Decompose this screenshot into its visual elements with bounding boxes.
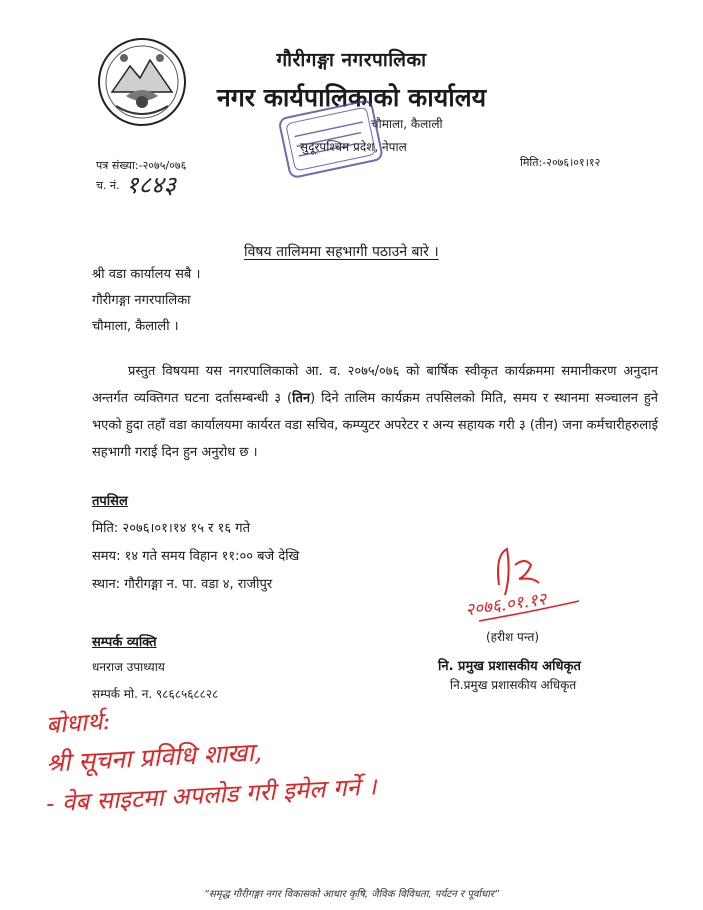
subject-line: विषय तालिममा सहभागी पठाउने बारे । [244,244,439,260]
office-stamp-icon [276,95,386,185]
handwritten-note-line-1: बोधार्थ: [45,706,112,740]
details-heading: तपसिल [92,494,128,509]
handwritten-note-line-3: - वेब साइटमा अपलोड गरी इमेल गर्ने । [45,772,378,818]
municipality-name: गौरीगङ्गा नगरपालिका [276,49,427,71]
contact-heading: सम्पर्क व्यक्ति [92,635,157,650]
recipient-line-3: चौमाला, कैलाली । [92,319,179,334]
contact-mobile: सम्पर्क मो. न. ९८६८५६८८२८ [92,687,219,701]
office-address-line1: चौमाला, कैलाली [371,117,443,131]
contact-name: धनराज उपाध्याय [92,660,165,674]
handwritten-note-line-2: श्री सूचना प्रविधि शाखा, [45,737,263,778]
details-time: समय: १४ गते समय विहान ११:०० बजे देखि [92,549,300,564]
signatory-title: नि. प्रमुख प्रशासकीय अधिकृत [438,659,581,674]
office-address-line2: सुदूरपश्चिम प्रदेश, नेपाल [300,140,407,154]
body-paragraph: प्रस्तुत विषयमा यस नगरपालिकाको आ. व. २०७५/०७६ को बार्षिक स्वीकृत कार्यक्रममा समानीकरण अनुदान अन्तर्गत व्यक्तिगत घटना दर्तासम्बन्धी ३ (तिन) दिने तालिम कार्यक्रम तपसिलको मिति, समय र स्थानमा सञ्चालन हुने भएको हुदा तहाँ वडा कार्यालयमा कार्यरत वडा सचिव, कम्प्युटर अपरेटर र अन्य सहायक गरी ३ (तीन) जना कर्मचारीहरुलाई सहभागी गराई दिन हुन अनुरोध छ । [92,364,658,460]
signatory-title-stamp: नि.प्रमुख प्रशासकीय अधिकृत [450,678,577,692]
details-place: स्थान: गौरीगङ्गा न. पा. वडा ४, राजीपुर [92,577,273,592]
signature-icon [455,535,595,635]
recipient-line-1: श्री वडा कार्यालय सबै । [92,267,201,282]
signatory-name: (हरीश पन्त) [486,630,540,644]
letter-date: मिति:-२०७६।०१।१२ [520,156,601,169]
reference-number: पत्र संख्या:-२०७५/०७६ [96,159,187,172]
details-date: मिति: २०७६।०१।१४ १५ र १६ गते [92,521,250,536]
office-name: नगर कार्यपालिकाको कार्यालय [216,83,487,112]
signature-date-handwritten: २०७६.०१.१२ [464,589,548,621]
recipient-line-2: गौरीगङ्गा नगरपालिका [92,293,191,308]
dispatch-number-label: च. नं. [96,179,120,192]
dispatch-number-handwritten: १८४३ [126,171,176,199]
footer-slogan: “समृद्ध गौरीगङ्गा नगर विकासको आधार कृषि, जैविक विविधता, पर्यटन र पूर्वाधार” [203,889,500,900]
